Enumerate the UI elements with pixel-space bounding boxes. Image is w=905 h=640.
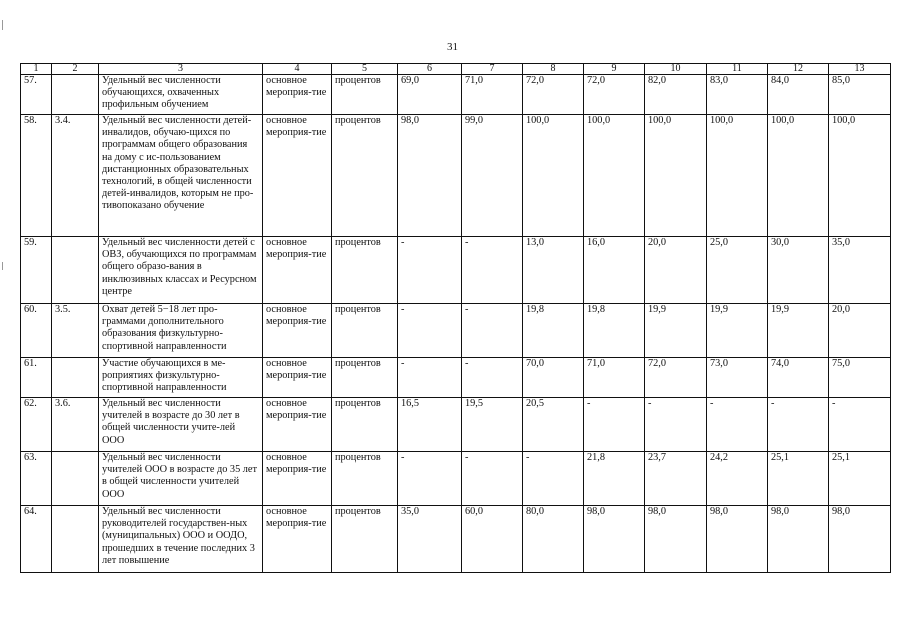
value-cell: 25,0 [707, 237, 768, 304]
value-cell: 72,0 [584, 75, 645, 115]
value-cell: 19,8 [584, 304, 645, 358]
value-cell: 74,0 [768, 358, 829, 398]
type-cell: основное мероприя-тие [263, 358, 332, 398]
indicator-cell: Удельный вес численности руководителей государствен-ных (муниципальных) ООО и ООДО, прошедших в течение последних 3 лет повышение [99, 506, 263, 573]
table-row [21, 75, 891, 115]
value-cell: 75,0 [829, 358, 891, 398]
value-cell: - [707, 398, 768, 452]
column-header: 6 [398, 64, 462, 75]
value-cell: 100,0 [645, 115, 707, 237]
value-cell: 25,1 [829, 452, 891, 506]
table-row [21, 398, 891, 452]
value-cell: 60,0 [462, 506, 523, 573]
indicators-table [20, 63, 891, 573]
value-cell: 19,9 [768, 304, 829, 358]
unit-cell: процентов [332, 506, 398, 573]
value-cell: 19,8 [523, 304, 584, 358]
value-cell: 100,0 [768, 115, 829, 237]
value-cell: 83,0 [707, 75, 768, 115]
row-number-cell: 60. [21, 304, 52, 358]
row-number-cell: 62. [21, 398, 52, 452]
table-row [21, 506, 891, 573]
value-cell: 24,2 [707, 452, 768, 506]
header-row [21, 64, 891, 75]
value-cell: 25,1 [768, 452, 829, 506]
type-cell: основное мероприя-тие [263, 304, 332, 358]
table-row [21, 452, 891, 506]
row-number-cell: 58. [21, 115, 52, 237]
value-cell: - [462, 237, 523, 304]
section-cell [52, 452, 99, 506]
column-header: 12 [768, 64, 829, 75]
value-cell: 98,0 [584, 506, 645, 573]
value-cell: 71,0 [584, 358, 645, 398]
value-cell: 20,5 [523, 398, 584, 452]
unit-cell: процентов [332, 115, 398, 237]
value-cell: 84,0 [768, 75, 829, 115]
value-cell: 100,0 [829, 115, 891, 237]
value-cell: - [462, 358, 523, 398]
value-cell: 19,9 [645, 304, 707, 358]
value-cell: 82,0 [645, 75, 707, 115]
column-header: 13 [829, 64, 891, 75]
value-cell: 19,5 [462, 398, 523, 452]
section-cell: 3.6. [52, 398, 99, 452]
value-cell: 85,0 [829, 75, 891, 115]
value-cell: 98,0 [768, 506, 829, 573]
column-header: 4 [263, 64, 332, 75]
value-cell: 72,0 [523, 75, 584, 115]
column-header: 1 [21, 64, 52, 75]
value-cell: - [768, 398, 829, 452]
unit-cell: процентов [332, 398, 398, 452]
value-cell: 71,0 [462, 75, 523, 115]
table-row [21, 237, 891, 304]
unit-cell: процентов [332, 304, 398, 358]
value-cell: 98,0 [645, 506, 707, 573]
value-cell: 16,0 [584, 237, 645, 304]
value-cell: 35,0 [398, 506, 462, 573]
column-header: 7 [462, 64, 523, 75]
value-cell: - [398, 452, 462, 506]
indicator-cell: Участие обучающихся в ме-роприятиях физкультурно-спортивной направленности [99, 358, 263, 398]
section-cell [52, 506, 99, 573]
value-cell: - [462, 452, 523, 506]
value-cell: 98,0 [829, 506, 891, 573]
type-cell: основное мероприя-тие [263, 75, 332, 115]
value-cell: - [398, 237, 462, 304]
section-cell: 3.4. [52, 115, 99, 237]
value-cell: 16,5 [398, 398, 462, 452]
table-row [21, 115, 891, 237]
column-header: 9 [584, 64, 645, 75]
indicator-cell: Удельный вес численности детей-инвалидов, обучаю-щихся по программам общего образования на дому с ис-пользованием дистанционных образовательных технологий, в общей численности детей-инвалидов, которым не про-тивопоказано обучение [99, 115, 263, 237]
value-cell: 70,0 [523, 358, 584, 398]
value-cell: 100,0 [707, 115, 768, 237]
margin-mark [2, 262, 3, 270]
value-cell: 69,0 [398, 75, 462, 115]
table-row [21, 358, 891, 398]
type-cell: основное мероприя-тие [263, 237, 332, 304]
value-cell: 98,0 [707, 506, 768, 573]
unit-cell: процентов [332, 358, 398, 398]
value-cell: 21,8 [584, 452, 645, 506]
column-header: 11 [707, 64, 768, 75]
row-number-cell: 63. [21, 452, 52, 506]
column-header: 2 [52, 64, 99, 75]
unit-cell: процентов [332, 75, 398, 115]
value-cell: 20,0 [645, 237, 707, 304]
type-cell: основное мероприя-тие [263, 115, 332, 237]
page-number: 31 [447, 41, 458, 53]
table-body [21, 75, 891, 573]
value-cell: - [398, 358, 462, 398]
indicator-cell: Удельный вес численности учителей в возрасте до 30 лет в общей численности учите-лей ООО [99, 398, 263, 452]
unit-cell: процентов [332, 452, 398, 506]
indicator-cell: Охват детей 5−18 лет про-граммами дополнительного образования физкультурно-спортивной направленности [99, 304, 263, 358]
value-cell: 100,0 [523, 115, 584, 237]
section-cell [52, 358, 99, 398]
section-cell [52, 237, 99, 304]
value-cell: - [829, 398, 891, 452]
row-number-cell: 57. [21, 75, 52, 115]
value-cell: 35,0 [829, 237, 891, 304]
column-header: 5 [332, 64, 398, 75]
value-cell: 100,0 [584, 115, 645, 237]
table-row [21, 304, 891, 358]
type-cell: основное мероприя-тие [263, 452, 332, 506]
section-cell: 3.5. [52, 304, 99, 358]
value-cell: 98,0 [398, 115, 462, 237]
value-cell: 30,0 [768, 237, 829, 304]
value-cell: - [584, 398, 645, 452]
value-cell: - [645, 398, 707, 452]
margin-mark [2, 20, 3, 30]
column-header: 10 [645, 64, 707, 75]
unit-cell: процентов [332, 237, 398, 304]
value-cell: - [462, 304, 523, 358]
value-cell: 72,0 [645, 358, 707, 398]
value-cell: 20,0 [829, 304, 891, 358]
type-cell: основное мероприя-тие [263, 506, 332, 573]
indicator-cell: Удельный вес численности учителей ООО в возрасте до 35 лет в общей численности учителей ООО [99, 452, 263, 506]
table-header [21, 64, 891, 75]
row-number-cell: 61. [21, 358, 52, 398]
value-cell: 19,9 [707, 304, 768, 358]
column-header: 3 [99, 64, 263, 75]
column-header: 8 [523, 64, 584, 75]
value-cell: 73,0 [707, 358, 768, 398]
value-cell: 99,0 [462, 115, 523, 237]
value-cell: 13,0 [523, 237, 584, 304]
row-number-cell: 64. [21, 506, 52, 573]
value-cell: - [523, 452, 584, 506]
indicator-cell: Удельный вес численности обучающихся, охваченных профильным обучением [99, 75, 263, 115]
type-cell: основное мероприя-тие [263, 398, 332, 452]
value-cell: 80,0 [523, 506, 584, 573]
indicator-cell: Удельный вес численности детей с ОВЗ, обучающихся по программам общего образо-вания в инклюзивных классах и Ресурсном центре [99, 237, 263, 304]
row-number-cell: 59. [21, 237, 52, 304]
value-cell: 23,7 [645, 452, 707, 506]
value-cell: - [398, 304, 462, 358]
section-cell [52, 75, 99, 115]
